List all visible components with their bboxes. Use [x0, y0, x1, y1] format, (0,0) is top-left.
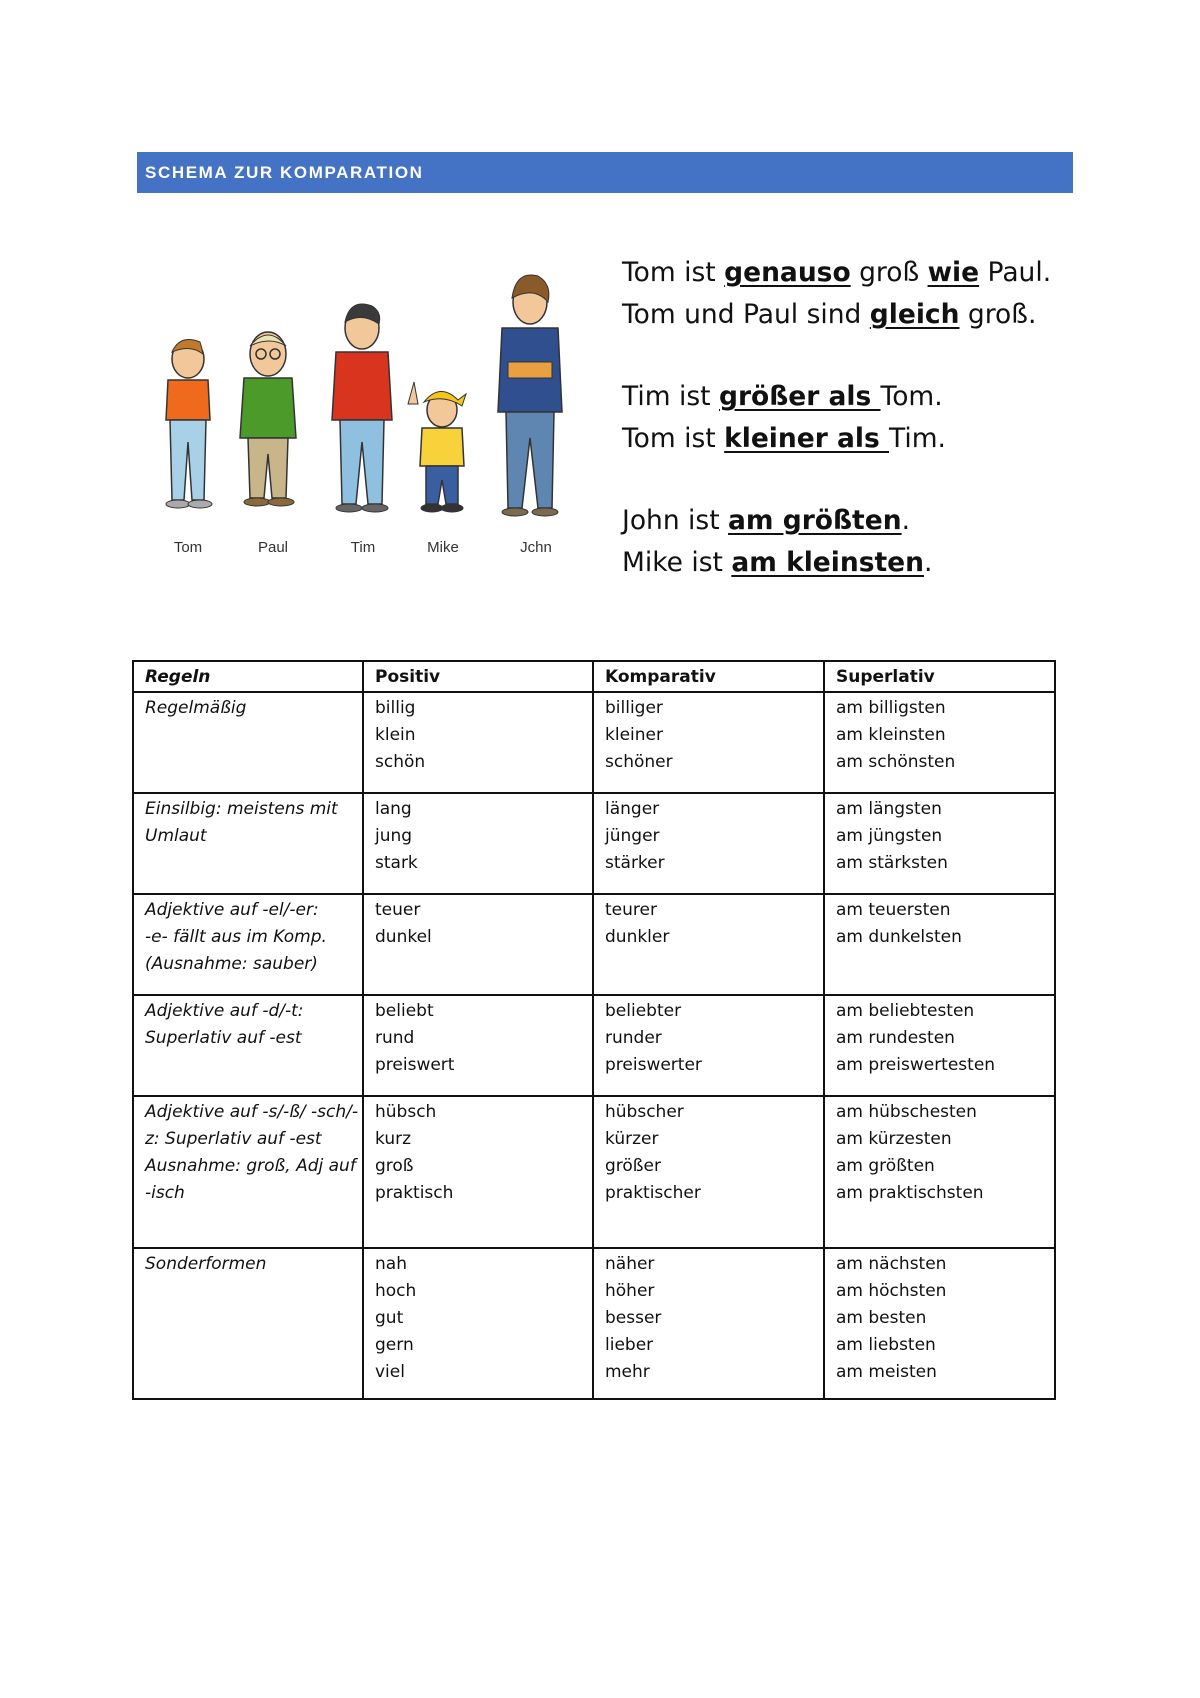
example-sentence: [622, 252, 1182, 294]
boy-name-mike: Mike: [427, 539, 459, 556]
sentence-text: Tom ist: [622, 257, 725, 288]
example-sentence: [622, 500, 1182, 542]
superlativ-line: am stärksten: [836, 853, 948, 873]
rule-line: Superlativ auf -est: [145, 1028, 302, 1048]
komparativ-line: teurer: [605, 900, 657, 920]
highlighted-phrase: kleiner als: [724, 423, 889, 454]
boy-paul-figure: [240, 332, 296, 506]
rule-line: (Ausnahme: sauber): [145, 954, 318, 974]
positiv-line: hoch: [375, 1281, 417, 1301]
rule-line: Regelmäßig: [145, 698, 247, 718]
highlighted-phrase: größer als: [718, 381, 881, 412]
rule-cell: [133, 692, 363, 793]
header-superlativ: Superlativ: [824, 661, 1055, 692]
positiv-line: rund: [375, 1028, 415, 1048]
rule-line: Einsilbig: meistens mit Umlaut: [145, 799, 338, 846]
table-row: [133, 1096, 1055, 1248]
superlativ-line: am nächsten: [836, 1254, 947, 1274]
example-sentence: [622, 418, 1182, 460]
sentence-text: Tim ist: [622, 381, 719, 412]
superlativ-line: am teuersten: [836, 900, 951, 920]
rule-line: Adjektive auf -el/-er:: [145, 900, 319, 920]
superlativ-line: am dunkelsten: [836, 927, 962, 947]
header-regeln: Regeln: [133, 661, 363, 692]
superlativ-line: am beliebtesten: [836, 1001, 975, 1021]
header-komparativ: Komparativ: [593, 661, 824, 692]
positiv-line: beliebt: [375, 1001, 434, 1021]
superlativ-line: am kürzesten: [836, 1129, 952, 1149]
rule-line: Sonderformen: [145, 1254, 267, 1274]
boys-illustration: [140, 262, 600, 562]
superlativ-cell: [824, 793, 1055, 894]
positiv-cell: [363, 1248, 593, 1399]
example-sentence: [622, 376, 1182, 418]
komparativ-cell: [593, 793, 824, 894]
superlativ-line: am jüngsten: [836, 826, 943, 846]
sentence-gap: [622, 336, 1182, 376]
sentence-text: Tom.: [880, 381, 943, 412]
positiv-line: nah: [375, 1254, 407, 1274]
table-row: [133, 1248, 1055, 1399]
boy-name-tim: Tim: [350, 539, 376, 556]
comparison-table: [132, 660, 1056, 1400]
komparativ-line: hübscher: [605, 1102, 684, 1122]
superlativ-line: am hübschesten: [836, 1102, 977, 1122]
superlativ-line: am meisten: [836, 1362, 937, 1382]
komparativ-line: kleiner: [605, 725, 663, 745]
positiv-line: viel: [375, 1362, 405, 1382]
rule-line: Ausnahme: groß, Adj auf -isch: [145, 1156, 356, 1203]
superlativ-cell: [824, 1096, 1055, 1248]
boy-tim-figure: [332, 304, 392, 512]
komparativ-line: höher: [605, 1281, 655, 1301]
superlativ-line: am rundesten: [836, 1028, 955, 1048]
sentence-text: .: [901, 505, 910, 536]
komparativ-line: runder: [605, 1028, 662, 1048]
table-row: [133, 995, 1055, 1096]
komparativ-line: dunkler: [605, 927, 670, 947]
komparativ-cell: [593, 1096, 824, 1248]
boy-name-john: Jchn: [520, 539, 552, 556]
rule-line: -e- fällt aus im Komp.: [145, 927, 327, 947]
komparativ-cell: [593, 995, 824, 1096]
boy-name-paul: Paul: [257, 539, 289, 556]
positiv-line: groß: [375, 1156, 414, 1176]
superlativ-line: am kleinsten: [836, 725, 946, 745]
rule-cell: [133, 894, 363, 995]
positiv-line: hübsch: [375, 1102, 437, 1122]
sentence-text: .: [923, 547, 933, 578]
superlativ-line: am liebsten: [836, 1335, 936, 1355]
sentence-text: groß.: [959, 299, 1037, 330]
sentence-text: groß: [850, 257, 928, 288]
sentence-text: Tom ist: [622, 423, 725, 454]
boy-mike-figure: [408, 382, 466, 512]
komparativ-line: billiger: [605, 698, 663, 718]
rule-cell: [133, 995, 363, 1096]
komparativ-line: preiswerter: [605, 1055, 702, 1075]
boy-john-figure: [498, 275, 562, 516]
komparativ-line: länger: [605, 799, 660, 819]
boys-illustration-svg: [140, 262, 600, 562]
superlativ-line: am längsten: [836, 799, 942, 819]
positiv-line: preiswert: [375, 1055, 455, 1075]
table-row: [133, 894, 1055, 995]
positiv-cell: [363, 995, 593, 1096]
table-row: [133, 692, 1055, 793]
highlighted-phrase: genauso: [724, 257, 851, 288]
positiv-cell: [363, 894, 593, 995]
superlativ-cell: [824, 894, 1055, 995]
sentence-text: Mike ist: [622, 547, 732, 578]
komparativ-cell: [593, 1248, 824, 1399]
table-row: [133, 793, 1055, 894]
table-header-row: [133, 661, 1055, 692]
highlighted-phrase: gleich: [869, 299, 960, 330]
komparativ-cell: [593, 894, 824, 995]
sentence-text: Tim.: [889, 423, 946, 454]
komparativ-line: kürzer: [605, 1129, 659, 1149]
positiv-cell: [363, 793, 593, 894]
header-positiv: Positiv: [363, 661, 593, 692]
rule-line: Adjektive auf -s/-ß/ -sch/-z: Superlativ auf -est: [145, 1102, 359, 1149]
rule-cell: [133, 1096, 363, 1248]
positiv-line: klein: [375, 725, 416, 745]
sentence-text: Tom und Paul sind: [622, 299, 870, 330]
example-sentence: [622, 294, 1182, 336]
komparativ-line: lieber: [605, 1335, 654, 1355]
rule-cell: [133, 793, 363, 894]
positiv-line: gern: [375, 1335, 414, 1355]
positiv-line: billig: [375, 698, 416, 718]
highlighted-phrase: am kleinsten: [731, 547, 924, 578]
example-sentence: [622, 542, 1182, 584]
komparativ-line: jünger: [605, 826, 660, 846]
positiv-cell: [363, 1096, 593, 1248]
boy-name-tom: Tom: [173, 539, 203, 556]
komparativ-line: näher: [605, 1254, 655, 1274]
komparativ-line: größer: [605, 1156, 661, 1176]
section-banner: [137, 152, 1073, 193]
komparativ-line: schöner: [605, 752, 673, 772]
superlativ-line: am besten: [836, 1308, 927, 1328]
superlativ-cell: [824, 995, 1055, 1096]
superlativ-line: am schönsten: [836, 752, 956, 772]
highlighted-phrase: am größten: [728, 505, 902, 536]
highlighted-phrase: wie: [927, 257, 980, 288]
boy-tom-figure: [166, 340, 212, 508]
sentence-text: John ist: [622, 505, 729, 536]
positiv-line: schön: [375, 752, 426, 772]
komparativ-line: beliebter: [605, 1001, 682, 1021]
komparativ-line: stärker: [605, 853, 665, 873]
komparativ-line: besser: [605, 1308, 662, 1328]
superlativ-line: am praktischsten: [836, 1183, 984, 1203]
positiv-line: jung: [375, 826, 413, 846]
example-sentences: [622, 252, 1182, 584]
superlativ-line: am billigsten: [836, 698, 946, 718]
komparativ-line: praktischer: [605, 1183, 701, 1203]
banner-title: SCHEMA ZUR KOMPARATION: [145, 163, 424, 182]
sentence-text: Paul.: [979, 257, 1052, 288]
positiv-line: lang: [375, 799, 412, 819]
positiv-line: dunkel: [375, 927, 432, 947]
komparativ-line: mehr: [605, 1362, 650, 1382]
komparativ-cell: [593, 692, 824, 793]
superlativ-line: am größten: [836, 1156, 935, 1176]
positiv-line: praktisch: [375, 1183, 454, 1203]
superlativ-cell: [824, 1248, 1055, 1399]
rule-cell: [133, 1248, 363, 1399]
sentence-gap: [622, 460, 1182, 500]
superlativ-cell: [824, 692, 1055, 793]
positiv-line: stark: [375, 853, 418, 873]
superlativ-line: am preiswertesten: [836, 1055, 996, 1075]
positiv-line: kurz: [375, 1129, 412, 1149]
positiv-line: teuer: [375, 900, 421, 920]
superlativ-line: am höchsten: [836, 1281, 947, 1301]
rule-line: Adjektive auf -d/-t:: [145, 1001, 304, 1021]
positiv-cell: [363, 692, 593, 793]
positiv-line: gut: [375, 1308, 404, 1328]
